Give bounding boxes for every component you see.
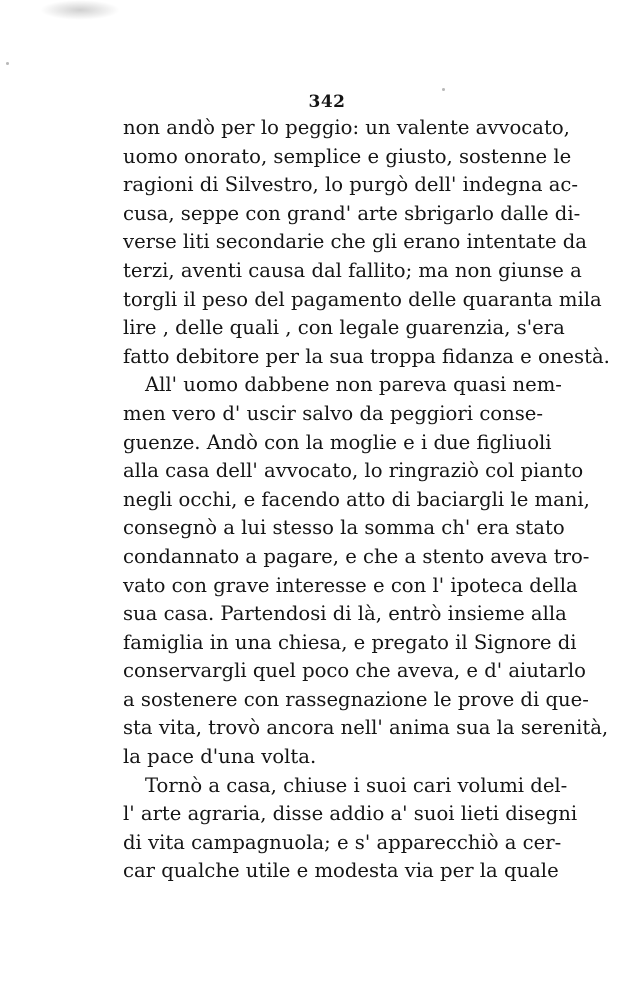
text-line: cusa, seppe con grand' arte sbrigarlo dalle di-: [123, 201, 581, 225]
text-line: vato con grave interesse e con l' ipoteca della: [123, 573, 578, 597]
body-text: [123, 114, 610, 886]
scan-speck: [442, 88, 445, 91]
text-line: conservargli quel poco che aveva, e d' aiutarlo: [123, 659, 586, 683]
text-line: negli occhi, e facendo atto di baciargli le mani,: [123, 487, 590, 511]
text-line: torgli il peso del pagamento delle quaranta mila: [123, 287, 602, 311]
text-line: a sostenere con rassegnazione le prove di que-: [123, 687, 589, 711]
scan-smudge: [40, 0, 120, 20]
text-line: terzi, aventi causa dal fallito; ma non giunse a: [123, 258, 582, 282]
text-line: verse liti secondarie che gli erano intentate da: [123, 230, 587, 254]
text-line: alla casa dell' avvocato, lo ringraziò col pianto: [123, 459, 584, 483]
text-line: ragioni di Silvestro, lo purgò dell' indegna ac-: [123, 173, 579, 197]
text-line: guenze. Andò con la moglie e i due figliuoli: [123, 430, 552, 454]
text-line: Tornò a casa, chiuse i suoi cari volumi del-: [145, 773, 568, 797]
page-number: 342: [308, 92, 346, 112]
text-line: sua casa. Partendosi di là, entrò insieme alla: [123, 602, 567, 626]
text-line: consegnò a lui stesso la somma ch' era stato: [123, 516, 565, 540]
text-line: uomo onorato, semplice e giusto, sostenne le: [123, 144, 572, 168]
text-line: car qualche utile e modesta via per la quale: [123, 859, 559, 883]
text-line: All' uomo dabbene non pareva quasi nem-: [145, 373, 562, 397]
text-line: lire , delle quali , con legale guarenzia, s'era: [123, 316, 565, 340]
text-line: famiglia in una chiesa, e pregato il Signore di: [123, 630, 577, 654]
text-line: men vero d' uscir salvo da peggiori conse-: [123, 401, 543, 425]
text-line: non andò per lo peggio: un valente avvocato,: [123, 116, 570, 139]
text-line: la pace d'una volta.: [123, 745, 317, 769]
text-line: condannato a pagare, e che a stento aveva tro-: [123, 544, 590, 568]
scan-speck: [6, 62, 9, 65]
text-line: l' arte agraria, disse addio a' suoi lieti disegni: [123, 802, 578, 826]
text-line: di vita campagnuola; e s' apparecchiò a cer-: [123, 830, 562, 854]
text-line: sta vita, trovò ancora nell' anima sua la serenità,: [123, 716, 609, 740]
text-line: fatto debitore per la sua troppa fidanza e onestà.: [123, 344, 610, 368]
